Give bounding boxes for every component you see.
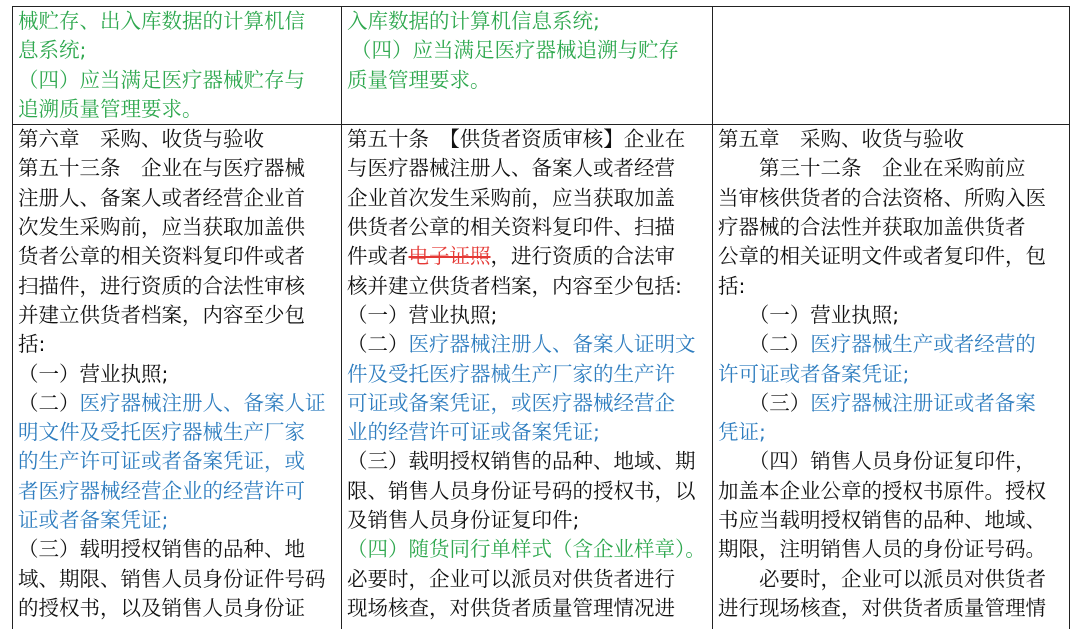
item-prefix: （二）: [347, 332, 409, 357]
text-line: 供货者公章的相关资料复印件、扫描: [347, 215, 675, 240]
text-line: （四）销售人员身份证复印件，: [718, 449, 1036, 474]
table-cell-old-text: [13, 125, 342, 629]
text-line: 及销售人员身份证复印件;: [347, 508, 580, 533]
added-text-line: （四）随货同行单样式（含企业样章）。: [347, 537, 706, 562]
text-line: （四）应当满足医疗器械追溯与贮存: [351, 38, 679, 63]
text-line: 第五十条 【供货者资质审核】企业在: [347, 127, 686, 152]
text-line: （一）营业执照;: [18, 361, 169, 386]
text-line: 次发生采购前，应当获取加盖供: [18, 215, 305, 240]
text-line: 当审核供货者的合法资格、所购入医: [718, 185, 1046, 210]
text-line: 进行现场核查，对供货者质量管理情: [718, 595, 1046, 620]
text-line: 明文件及受托医疗器械生产厂家: [18, 420, 305, 445]
table-cell-reference-text: [713, 125, 1070, 629]
text-line: 业的经营许可证或备案凭证;: [347, 420, 600, 445]
item-prefix: （二）: [18, 390, 80, 415]
table-row: [13, 125, 1070, 629]
text-line: 加盖本企业公章的授权书原件。授权: [718, 478, 1046, 503]
text-line: 的授权书，以及销售人员身份证: [18, 595, 305, 620]
item-prefix: （二）: [718, 332, 811, 357]
text-line: 限、销售人员身份证号码的授权书，以: [347, 478, 696, 503]
text-line: 扫描件，进行资质的合法性审核: [18, 273, 305, 298]
text-line: 质量管理要求。: [347, 67, 491, 92]
text-line: 第三十二条 企业在采购前应: [718, 156, 1026, 181]
deleted-text: 电子证照: [408, 244, 491, 269]
text-segment: ，进行资质的合法审: [490, 244, 675, 269]
text-line: 入库数据的计算机信息系统;: [347, 9, 600, 33]
chapter-heading: 第六章 采购、收货与验收: [18, 127, 264, 152]
text-line: 凭证;: [718, 420, 766, 445]
table-cell-new-text: [342, 7, 713, 125]
text-line: 件及受托医疗器械生产厂家的生产许: [347, 361, 675, 386]
text-line: 第五十三条 企业在与医疗器械: [18, 156, 305, 181]
highlighted-text: 医疗器械注册人、备案人证明文: [408, 332, 696, 357]
text-line: 企业首次发生采购前，应当获取加盖: [347, 185, 675, 210]
text-line: 注册人、备案人或者经营企业首: [18, 185, 305, 210]
text-line: 必要时，企业可以派员对供货者进行: [347, 566, 675, 591]
text-line: （三）载明授权销售的品种、地: [18, 537, 305, 562]
table-cell-new-text: [342, 125, 713, 629]
text-line: 域、期限、销售人员身份证件号码: [18, 566, 326, 591]
text-line: 与医疗器械注册人、备案人或者经营: [347, 156, 675, 181]
text-line: [347, 330, 707, 359]
text-line: （四）应当满足医疗器械贮存与: [18, 67, 305, 92]
table-cell-empty: [713, 7, 1070, 125]
text-line: 必要时，企业可以派员对供货者: [718, 566, 1046, 591]
text-segment: 件或者: [347, 244, 409, 269]
text-line: 现场核查，对供货者质量管理情况进: [347, 595, 675, 620]
text-line: （三）载明授权销售的品种、地域、期: [347, 449, 696, 474]
highlighted-text: 医疗器械注册人、备案人证: [79, 390, 326, 415]
comparison-table: [12, 6, 1070, 629]
text-line: 的生产许可证或者备案凭证，或: [18, 449, 305, 474]
text-line: 期限，注明销售人员的身份证号码。: [718, 537, 1046, 562]
text-line: 疗器械的合法性并获取加盖供货者: [718, 215, 1026, 240]
text-line: 核并建立供货者档案，内容至少包括:: [347, 273, 682, 298]
text-line: [718, 330, 1064, 359]
highlighted-text: 医疗器械注册证或者备案: [810, 390, 1036, 415]
text-line: 可证或备案凭证，或医疗器械经营企: [347, 390, 675, 415]
highlighted-text: 医疗器械生产或者经营的: [810, 332, 1036, 357]
table-row: [13, 7, 1070, 125]
item-prefix: （三）: [718, 390, 811, 415]
text-line: 货者公章的相关资料复印件或者: [18, 244, 305, 269]
text-line: 证或者备案凭证;: [18, 508, 169, 533]
text-line: 书应当载明授权销售的品种、地域、: [718, 508, 1046, 533]
text-line: 追溯质量管理要求。: [18, 96, 203, 121]
text-line: 械贮存、出入库数据的计算机信: [18, 9, 305, 33]
text-line: 并建立供货者档案，内容至少包: [18, 302, 305, 327]
text-line: 括:: [718, 273, 746, 298]
text-line: 括:: [18, 332, 46, 357]
chapter-heading: 第五章 采购、收货与验收: [718, 127, 964, 152]
text-line: 者医疗器械经营企业的经营许可: [18, 478, 305, 503]
text-line: （一）营业执照;: [347, 302, 498, 327]
text-line: 许可证或者备案凭证;: [718, 361, 910, 386]
text-line: 息系统;: [18, 38, 87, 63]
text-line: （一）营业执照;: [718, 302, 900, 327]
text-line: [18, 389, 336, 418]
text-line: [347, 242, 707, 271]
table-cell-old-text: [13, 7, 342, 125]
text-line: 公章的相关证明文件或者复印件，包: [718, 244, 1046, 269]
text-line: [718, 389, 1064, 418]
